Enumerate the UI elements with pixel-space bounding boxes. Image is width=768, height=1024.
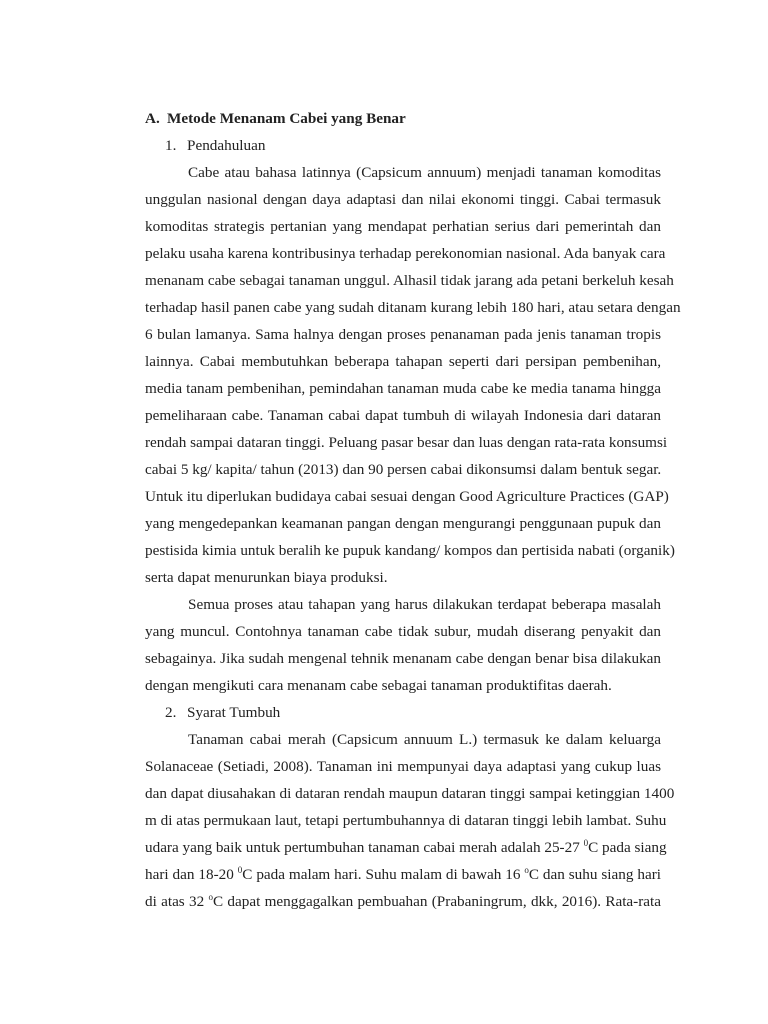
para1-line-4: pelaku usaha karena kontribusinya terhadap perekonomian nasional. Ada banyak cara bbox=[145, 245, 666, 262]
para1-line-15: pestisida kimia untuk beralih ke pupuk kandang/ kompos dan pertisida nabati (organik) bbox=[145, 542, 675, 559]
para1-line-8: lainnya. Cabai membutuhkan beberapa tahapan seperti dari persipan pembenihan, bbox=[145, 353, 661, 370]
para1-line-16: serta dapat menurunkan biaya produksi. bbox=[145, 569, 388, 586]
para1-line-11: rendah sampai dataran tinggi. Peluang pasar besar dan luas dengan rata-rata konsumsi bbox=[145, 434, 668, 451]
para1-line-2: unggulan nasional dengan daya adaptasi dan nilai ekonomi tinggi. Cabai termasuk bbox=[145, 191, 661, 208]
para1-line-9: media tanam pembenihan, pemindahan tanaman muda cabe ke media tanama hingga bbox=[145, 380, 661, 397]
para3-line-6 bbox=[145, 865, 661, 885]
section-title: Metode Menanam Cabei yang Benar bbox=[167, 110, 406, 127]
para1-line-6: terhadap hasil panen cabe yang sudah ditanam kurang lebih 180 hari, atau setara dengan bbox=[145, 299, 681, 316]
para2-line-1: Semua proses atau tahapan yang harus dilakukan terdapat beberapa masalah bbox=[188, 596, 661, 613]
subheading-2-number: 2. bbox=[165, 704, 177, 721]
degree-superscript: 0 bbox=[583, 838, 589, 848]
para1-line-10: pemeliharaan cabe. Tanaman cabai dapat tumbuh di wilayah Indonesia dari dataran bbox=[145, 407, 661, 424]
para2-line-3: sebagainya. Jika sudah mengenal tehnik menanam cabe dengan benar bisa dilakukan bbox=[145, 650, 661, 667]
subheading-2 bbox=[165, 703, 280, 723]
para3-line-7 bbox=[145, 892, 661, 912]
para1-line-5: menanam cabe sebagai tanaman unggul. Alhasil tidak jarang ada petani berkeluh kesah bbox=[145, 272, 674, 289]
para3-line-6-b: C pada malam hari. Suhu malam di bawah 16 bbox=[242, 866, 525, 883]
para3-line-5 bbox=[145, 838, 667, 858]
para3-line-5-a: udara yang baik untuk pertumbuhan tanaman cabai merah adalah 25-27 bbox=[145, 839, 584, 856]
section-number: A. bbox=[145, 110, 160, 127]
degree-superscript: o bbox=[524, 865, 529, 875]
para1-line-3: komoditas strategis pertanian yang mendapat perhatian serius dari pemerintah dan bbox=[145, 218, 661, 235]
para3-line-6-c: C dan suhu siang hari bbox=[528, 866, 661, 883]
para1-line-13: Untuk itu diperlukan budidaya cabai sesuai dengan Good Agriculture Practices (GAP) bbox=[145, 488, 669, 505]
para3-line-3: dan dapat diusahakan di dataran rendah maupun dataran tinggi sampai ketinggian 1400 bbox=[145, 785, 675, 802]
para1-line-14: yang mengedepankan keamanan pangan dengan mengurangi penggunaan pupuk dan bbox=[145, 515, 661, 532]
subheading-1-number: 1. bbox=[165, 137, 177, 154]
para1-line-7: 6 bulan lamanya. Sama halnya dengan proses penanaman pada jenis tanaman tropis bbox=[145, 326, 661, 343]
para3-line-1: Tanaman cabai merah (Capsicum annuum L.) termasuk ke dalam keluarga bbox=[188, 731, 661, 748]
para3-line-2: Solanaceae (Setiadi, 2008). Tanaman ini mempunyai daya adaptasi yang cukup luas bbox=[145, 758, 661, 775]
degree-superscript: o bbox=[208, 892, 213, 902]
subheading-1 bbox=[165, 136, 265, 156]
para3-line-4: m di atas permukaan laut, tetapi pertumbuhannya di dataran tinggi lebih lambat. Suhu bbox=[145, 812, 667, 829]
para3-line-7-b: C dapat menggagalkan pembuahan (Prabaningrum, dkk, 2016). Rata-rata bbox=[213, 893, 661, 910]
para1-line-12: cabai 5 kg/ kapita/ tahun (2013) dan 90 persen cabai dikonsumsi dalam bentuk segar. bbox=[145, 461, 662, 478]
para2-line-4: dengan mengikuti cara menanam cabe sebagai tanaman produktifitas daerah. bbox=[145, 677, 612, 694]
degree-superscript: 0 bbox=[237, 865, 243, 875]
para1-line-1: Cabe atau bahasa latinnya (Capsicum annuum) menjadi tanaman komoditas bbox=[188, 164, 661, 181]
section-heading bbox=[145, 109, 406, 129]
para3-line-7-a: di atas 32 bbox=[145, 893, 209, 910]
para3-line-6-a: hari dan 18-20 bbox=[145, 866, 238, 883]
para2-line-2: yang muncul. Contohnya tanaman cabe tidak subur, mudah diserang penyakit dan bbox=[145, 623, 661, 640]
subheading-1-title: Pendahuluan bbox=[187, 137, 266, 154]
para3-line-5-b: C pada siang bbox=[588, 839, 667, 856]
subheading-2-title: Syarat Tumbuh bbox=[187, 704, 281, 721]
